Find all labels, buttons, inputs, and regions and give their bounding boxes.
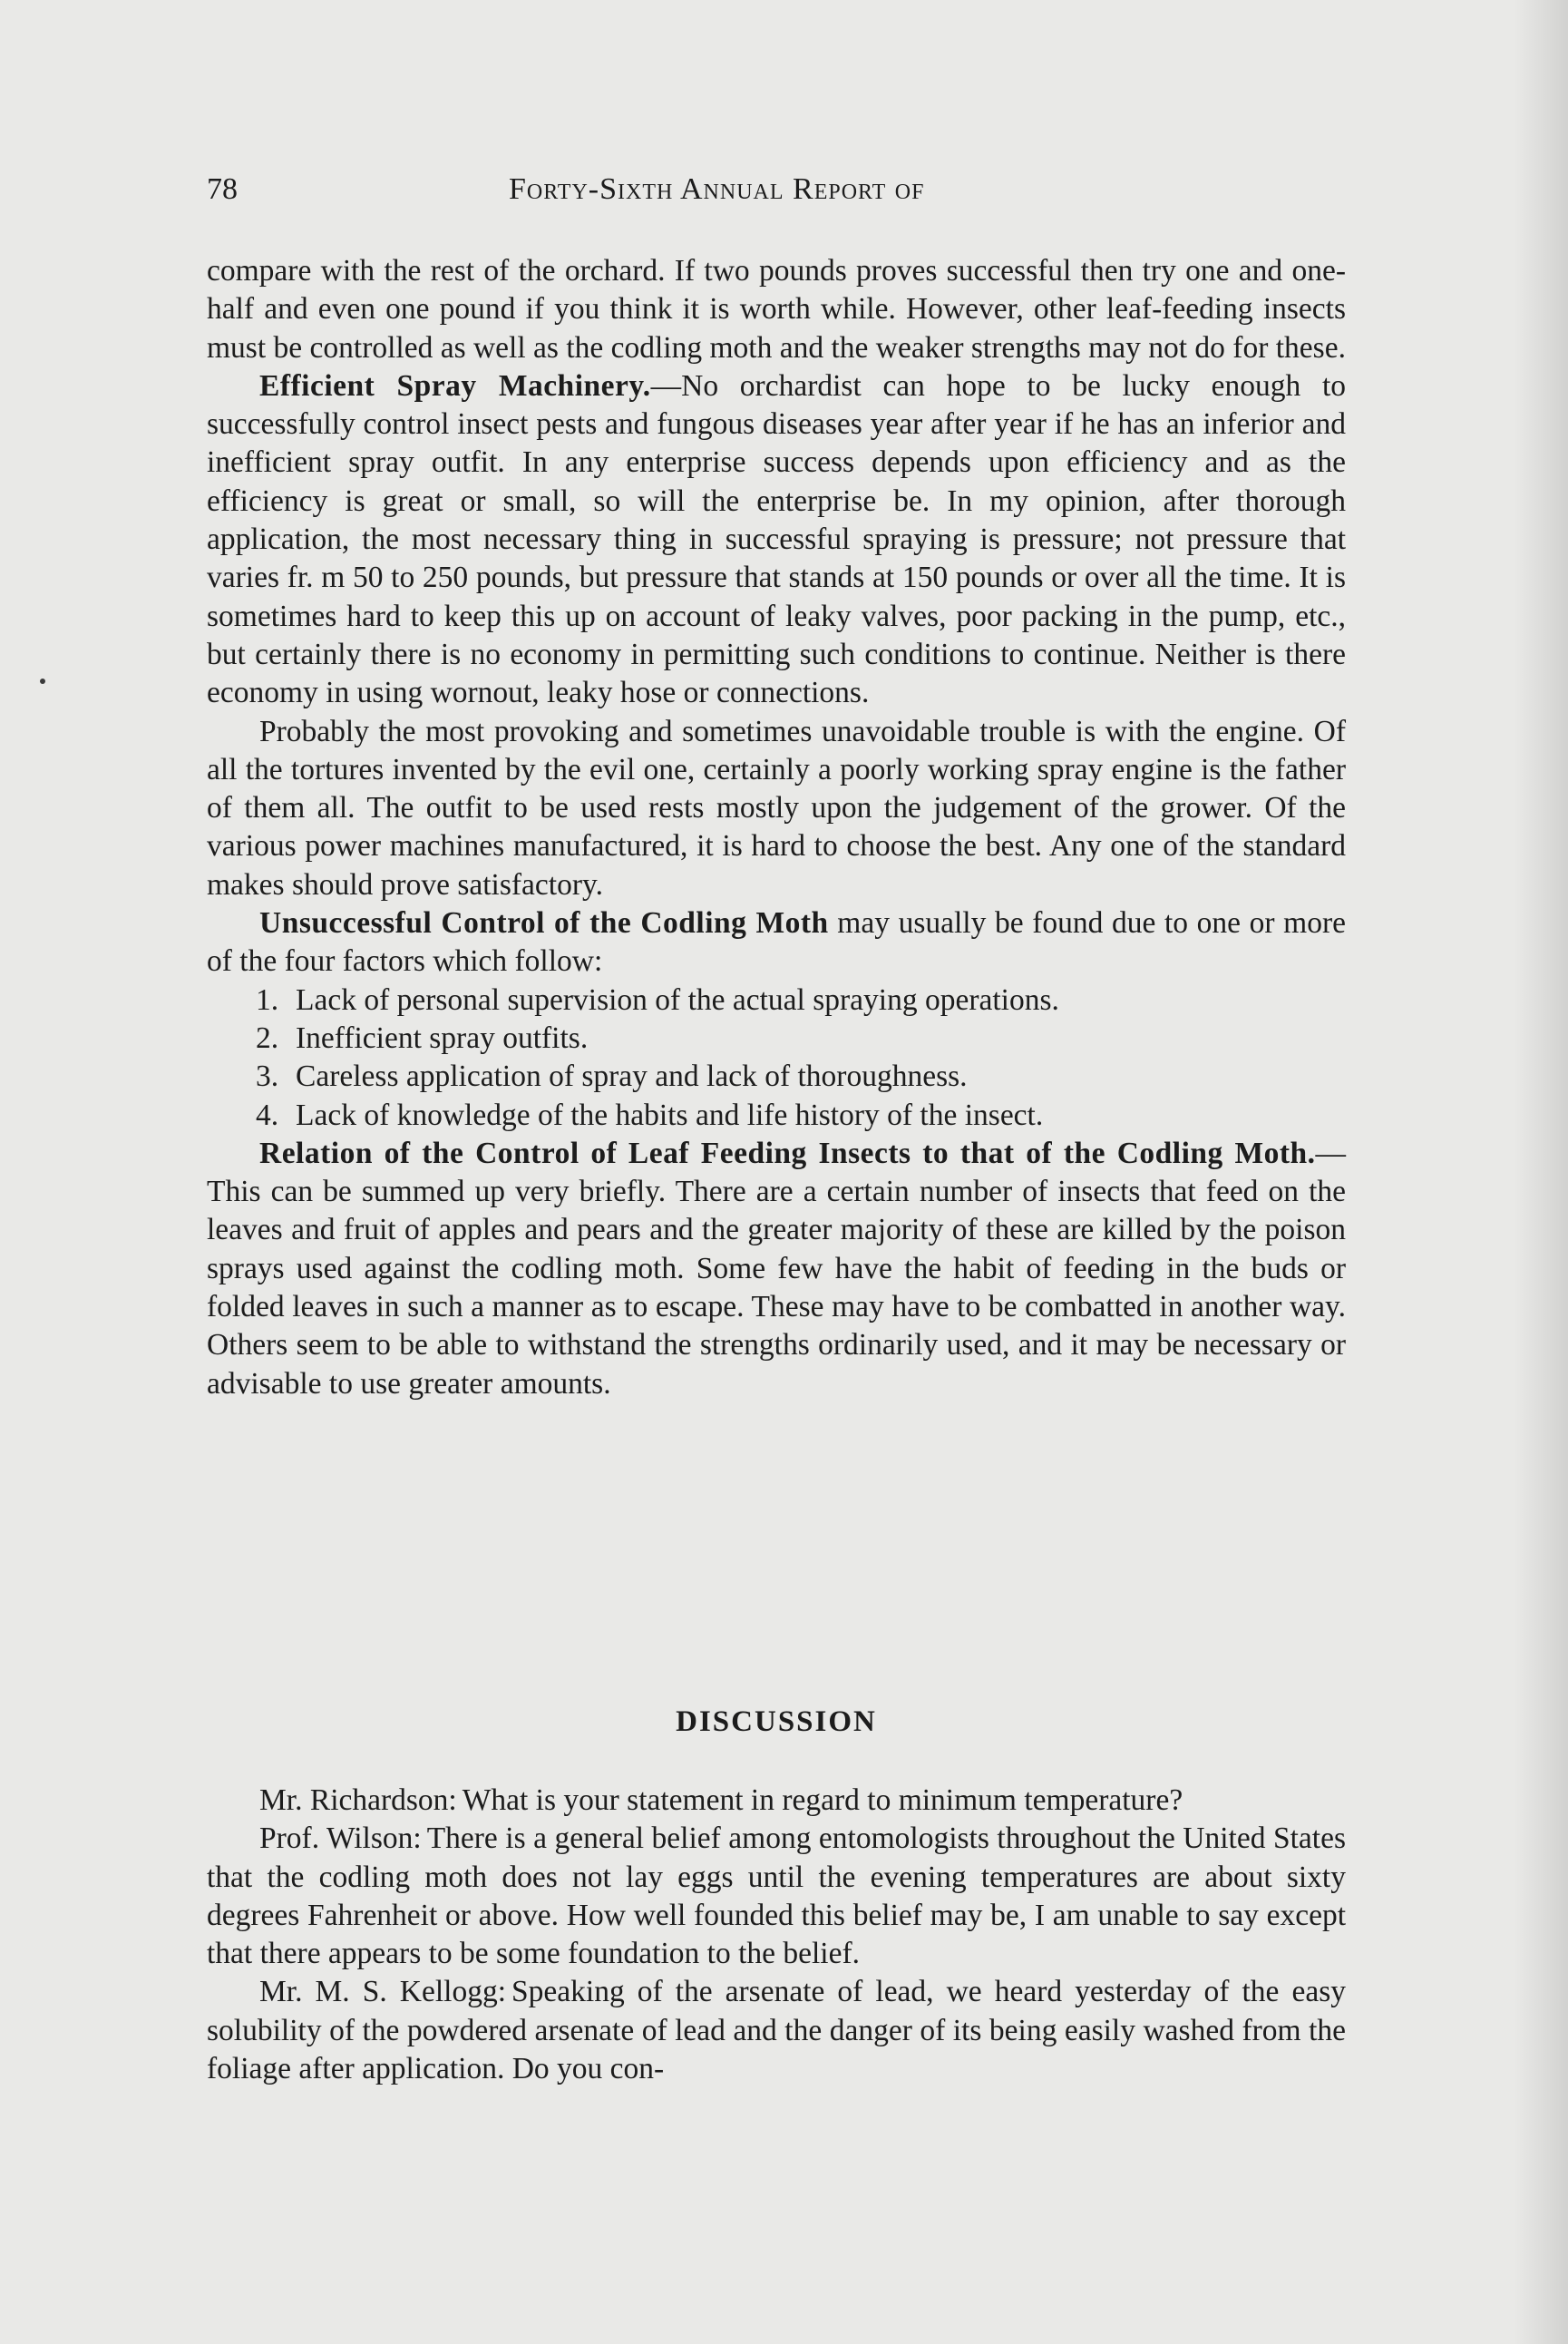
paragraph-leaf-feeding [207, 1135, 1346, 1403]
print-speck [40, 679, 45, 684]
body-text [207, 252, 1346, 1403]
text-spray-machinery: —No orchardist can hope to be lucky enough to successfully control insect pests and fungous diseases year after year if he has an inferior and inefficient spray outfit. In any enterprise success depends upon efficiency and as the efficiency is great or small, so will the enterprise be. In my opinion, after thorough application, the most necessary thing in successful spraying is pressure; not pressure that varies fr. m 50 to 250 pounds, but pressure that stands at 150 pounds or over all the time. It is sometimes hard to keep this up on account of leaky valves, poor packing in the pump, etc., but certainly there is no economy in permitting such conditions to continue. Neither is there economy in using wornout, leaky hose or connections. [207, 368, 1347, 710]
speaker-text: Speaking of the arsenate of lead, we heard yesterday of the easy solubility of the powdered arsenate of lead and the danger of its being easily washed from the foliage after application. Do you con- [207, 1975, 1346, 2086]
paragraph-spray-machinery [207, 367, 1346, 713]
list-number: 1. [256, 982, 279, 1017]
speaker-text: What is your statement in regard to minimum temperature? [462, 1783, 1183, 1817]
speaker-name: Prof. Wilson: [259, 1821, 422, 1856]
paragraph-engine: Probably the most provoking and sometimes unavoidable trouble is with the engine. Of all the tortures invented by the evil one, certainly a poorly working spray engine is the father of them all. The outfit to be used rests mostly upon the judgement of the grower. Of the various power machines manufactured, it is hard to choose the best. Any one of the standard makes should prove satisfactory. [207, 714, 1346, 902]
text-unsuccessful-control: may usually be found due to one or more of the four factors which follow: [207, 906, 1346, 979]
speaker-name: Mr. M. S. Kellogg: [259, 1975, 507, 2009]
list-number: 4. [256, 1098, 279, 1132]
speaker-name: Mr. Richardson: [259, 1783, 457, 1817]
list-text: Lack of personal supervision of the actual spraying operations. [296, 982, 1059, 1017]
page-edge-shadow [1514, 0, 1568, 2344]
list-item [207, 1097, 1346, 1135]
running-head: Forty-Sixth Annual Report of [509, 172, 925, 206]
discussion-entry [207, 1973, 1346, 2088]
list-item [207, 982, 1346, 1020]
discussion-title: DISCUSSION [676, 1705, 877, 1738]
list-text: Inefficient spray outfits. [296, 1021, 589, 1055]
heading-spray-machinery: Efficient Spray Machinery. [259, 368, 651, 403]
list-number: 3. [256, 1060, 279, 1094]
list-item [207, 1058, 1346, 1096]
paragraph-continued: compare with the rest of the orchard. If two pounds proves successful then try one and one-half and even one pound if you think it is worth while. However, other leaf-feeding insects must be controlled as well as the codling moth and the weaker strengths may not do for these. [207, 254, 1346, 365]
page-number: 78 [207, 172, 238, 206]
list-text: Lack of knowledge of the habits and life history of the insect. [296, 1098, 1044, 1132]
page-header [207, 172, 1349, 223]
heading-unsuccessful-control: Unsuccessful Control of the Codling Moth [259, 906, 829, 941]
discussion-entry [207, 1820, 1346, 1973]
list-item [207, 1020, 1346, 1058]
discussion-entry [207, 1782, 1346, 1820]
list-number: 2. [256, 1021, 279, 1055]
list-text: Careless application of spray and lack of thoroughness. [296, 1060, 968, 1094]
speaker-text: There is a general belief among entomologists throughout the United States that the codling moth does not lay eggs until the evening temperatures are about sixty degrees Fahrenheit or above. How well founded this belief may be, I am unable to say except that there appears to be some foundation to the belief. [207, 1821, 1346, 1971]
paragraph-unsuccessful-control [207, 904, 1346, 982]
heading-leaf-feeding: Relation of the Control of Leaf Feeding Insects to that of the Codling Moth. [259, 1136, 1316, 1170]
discussion-section [207, 1782, 1346, 2088]
text-leaf-feeding: —This can be summed up very briefly. There are a certain number of insects that feed on the leaves and fruit of apples and pears and the greater majority of these are killed by the poison sprays used against the codling moth. Some few have the habit of feeding in the buds or folded leaves in such a manner as to escape. These may have to be combatted in another way. Others seem to be able to withstand the strengths ordinarily used, and it may be necessary or advisable to use greater amounts. [207, 1136, 1346, 1401]
